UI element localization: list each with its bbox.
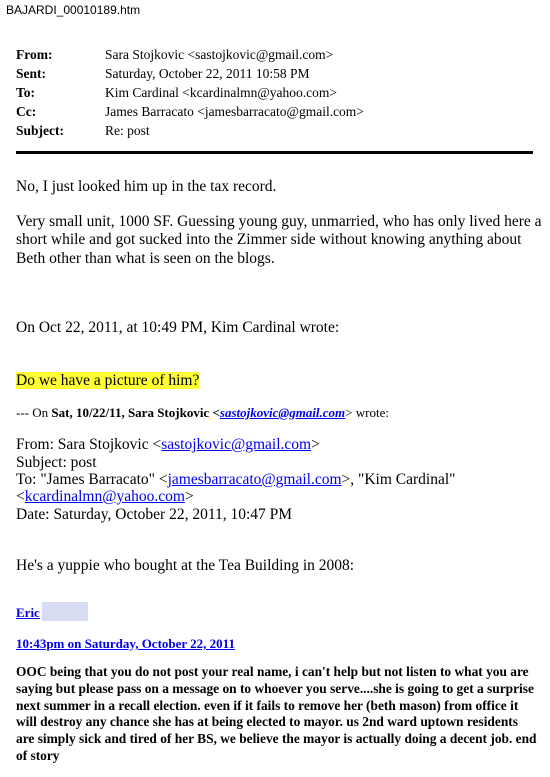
reply-line-1: No, I just looked him up in the tax record. — [16, 178, 277, 195]
comment-time-row — [16, 634, 235, 653]
fwd-to-cont — [16, 487, 194, 506]
fwd-date: Date: Saturday, October 22, 2011, 10:47 PM — [16, 506, 293, 523]
comment-line: next summer in a recall election. even if it fails to remove her (beth mason) from office it — [16, 697, 519, 713]
comment-line: are simply sick and tired of her BS, we believe the mayor is actually doing a decent job. end — [16, 731, 537, 747]
to-value: Kim Cardinal <kcardinalmn@yahoo.com> — [105, 85, 337, 100]
redaction-block — [42, 602, 88, 621]
commenter-row — [16, 602, 88, 622]
fwd-from — [16, 435, 320, 454]
subject-value: Re: post — [105, 123, 150, 138]
subject-label: Subject: — [16, 123, 64, 138]
fwd-from-text: From: Sara Stojkovic < — [16, 436, 162, 453]
reply-para-2-line-1: Very small unit, 1000 SF. Guessing young guy, unmarried, who has only lived here a — [16, 213, 542, 230]
quote-intro: On Oct 22, 2011, at 10:49 PM, Kim Cardinal wrote: — [16, 319, 340, 336]
sent-label: Sent: — [16, 66, 46, 81]
reply-para-2-line-3: Beth other than what is seen on the blogs. — [16, 250, 275, 267]
fwd-from-close: > — [311, 436, 320, 453]
comment-line: will destroy any chance she has at being elected to mayor. us 2nd ward uptown residents — [16, 714, 518, 730]
fwd-to2-open: < — [16, 488, 25, 505]
reply-para-2-line-2: short while and got sucked into the Zimmer side without knowing anything about — [16, 231, 522, 248]
quoted-email-link[interactable]: sastojkovic@gmail.com — [219, 405, 346, 420]
fwd-to-email-link-1[interactable]: jamesbarracato@gmail.com — [167, 471, 342, 488]
comment-time-link[interactable]: 10:43pm on Saturday, October 22, 2011 — [16, 636, 235, 651]
quoted-suffix: > wrote: — [345, 405, 389, 420]
file-name: BAJARDI_00010189.htm — [6, 3, 141, 17]
yuppie-line: He's a yuppie who bought at the Tea Building in 2008: — [16, 557, 355, 574]
quoted-date: Sat, 10/22/11, Sara Stojkovic — [51, 405, 210, 420]
fwd-to-email-link-2[interactable]: kcardinalmn@yahoo.com — [24, 488, 185, 505]
comment-body — [16, 664, 541, 765]
to-label: To: — [16, 85, 36, 100]
fwd-to-text: To: "James Barracato" < — [16, 471, 168, 488]
header-divider — [16, 151, 533, 154]
comment-line: saying but please pass on a message on to whoever you serve....she is going to get a surprise — [16, 680, 534, 696]
quoted-header — [16, 403, 389, 422]
from-value: Sara Stojkovic <sastojkovic@gmail.com> — [105, 47, 334, 62]
cc-value: James Barracato <jamesbarracato@gmail.com> — [105, 104, 364, 119]
sent-value: Saturday, October 22, 2011 10:58 PM — [105, 66, 310, 81]
fwd-to-mid: >, "Kim Cardinal" — [341, 471, 456, 488]
comment-line: OOC being that you do not post your real name, i can't help but not listen to what you are — [16, 664, 529, 679]
fwd-from-email-link[interactable]: sastojkovic@gmail.com — [161, 436, 312, 453]
comment-line: of story — [16, 747, 60, 763]
fwd-subject: Subject: post — [16, 454, 97, 471]
commenter-link[interactable]: Eric — [16, 605, 40, 620]
cc-label: Cc: — [16, 104, 37, 119]
quoted-lt: < — [209, 405, 220, 420]
highlighted-text: Do we have a picture of him? — [16, 372, 200, 389]
fwd-to2-close: > — [184, 488, 194, 505]
quoted-prefix: --- On — [16, 405, 52, 420]
highlighted-question — [16, 371, 199, 390]
from-label: From: — [16, 47, 53, 62]
